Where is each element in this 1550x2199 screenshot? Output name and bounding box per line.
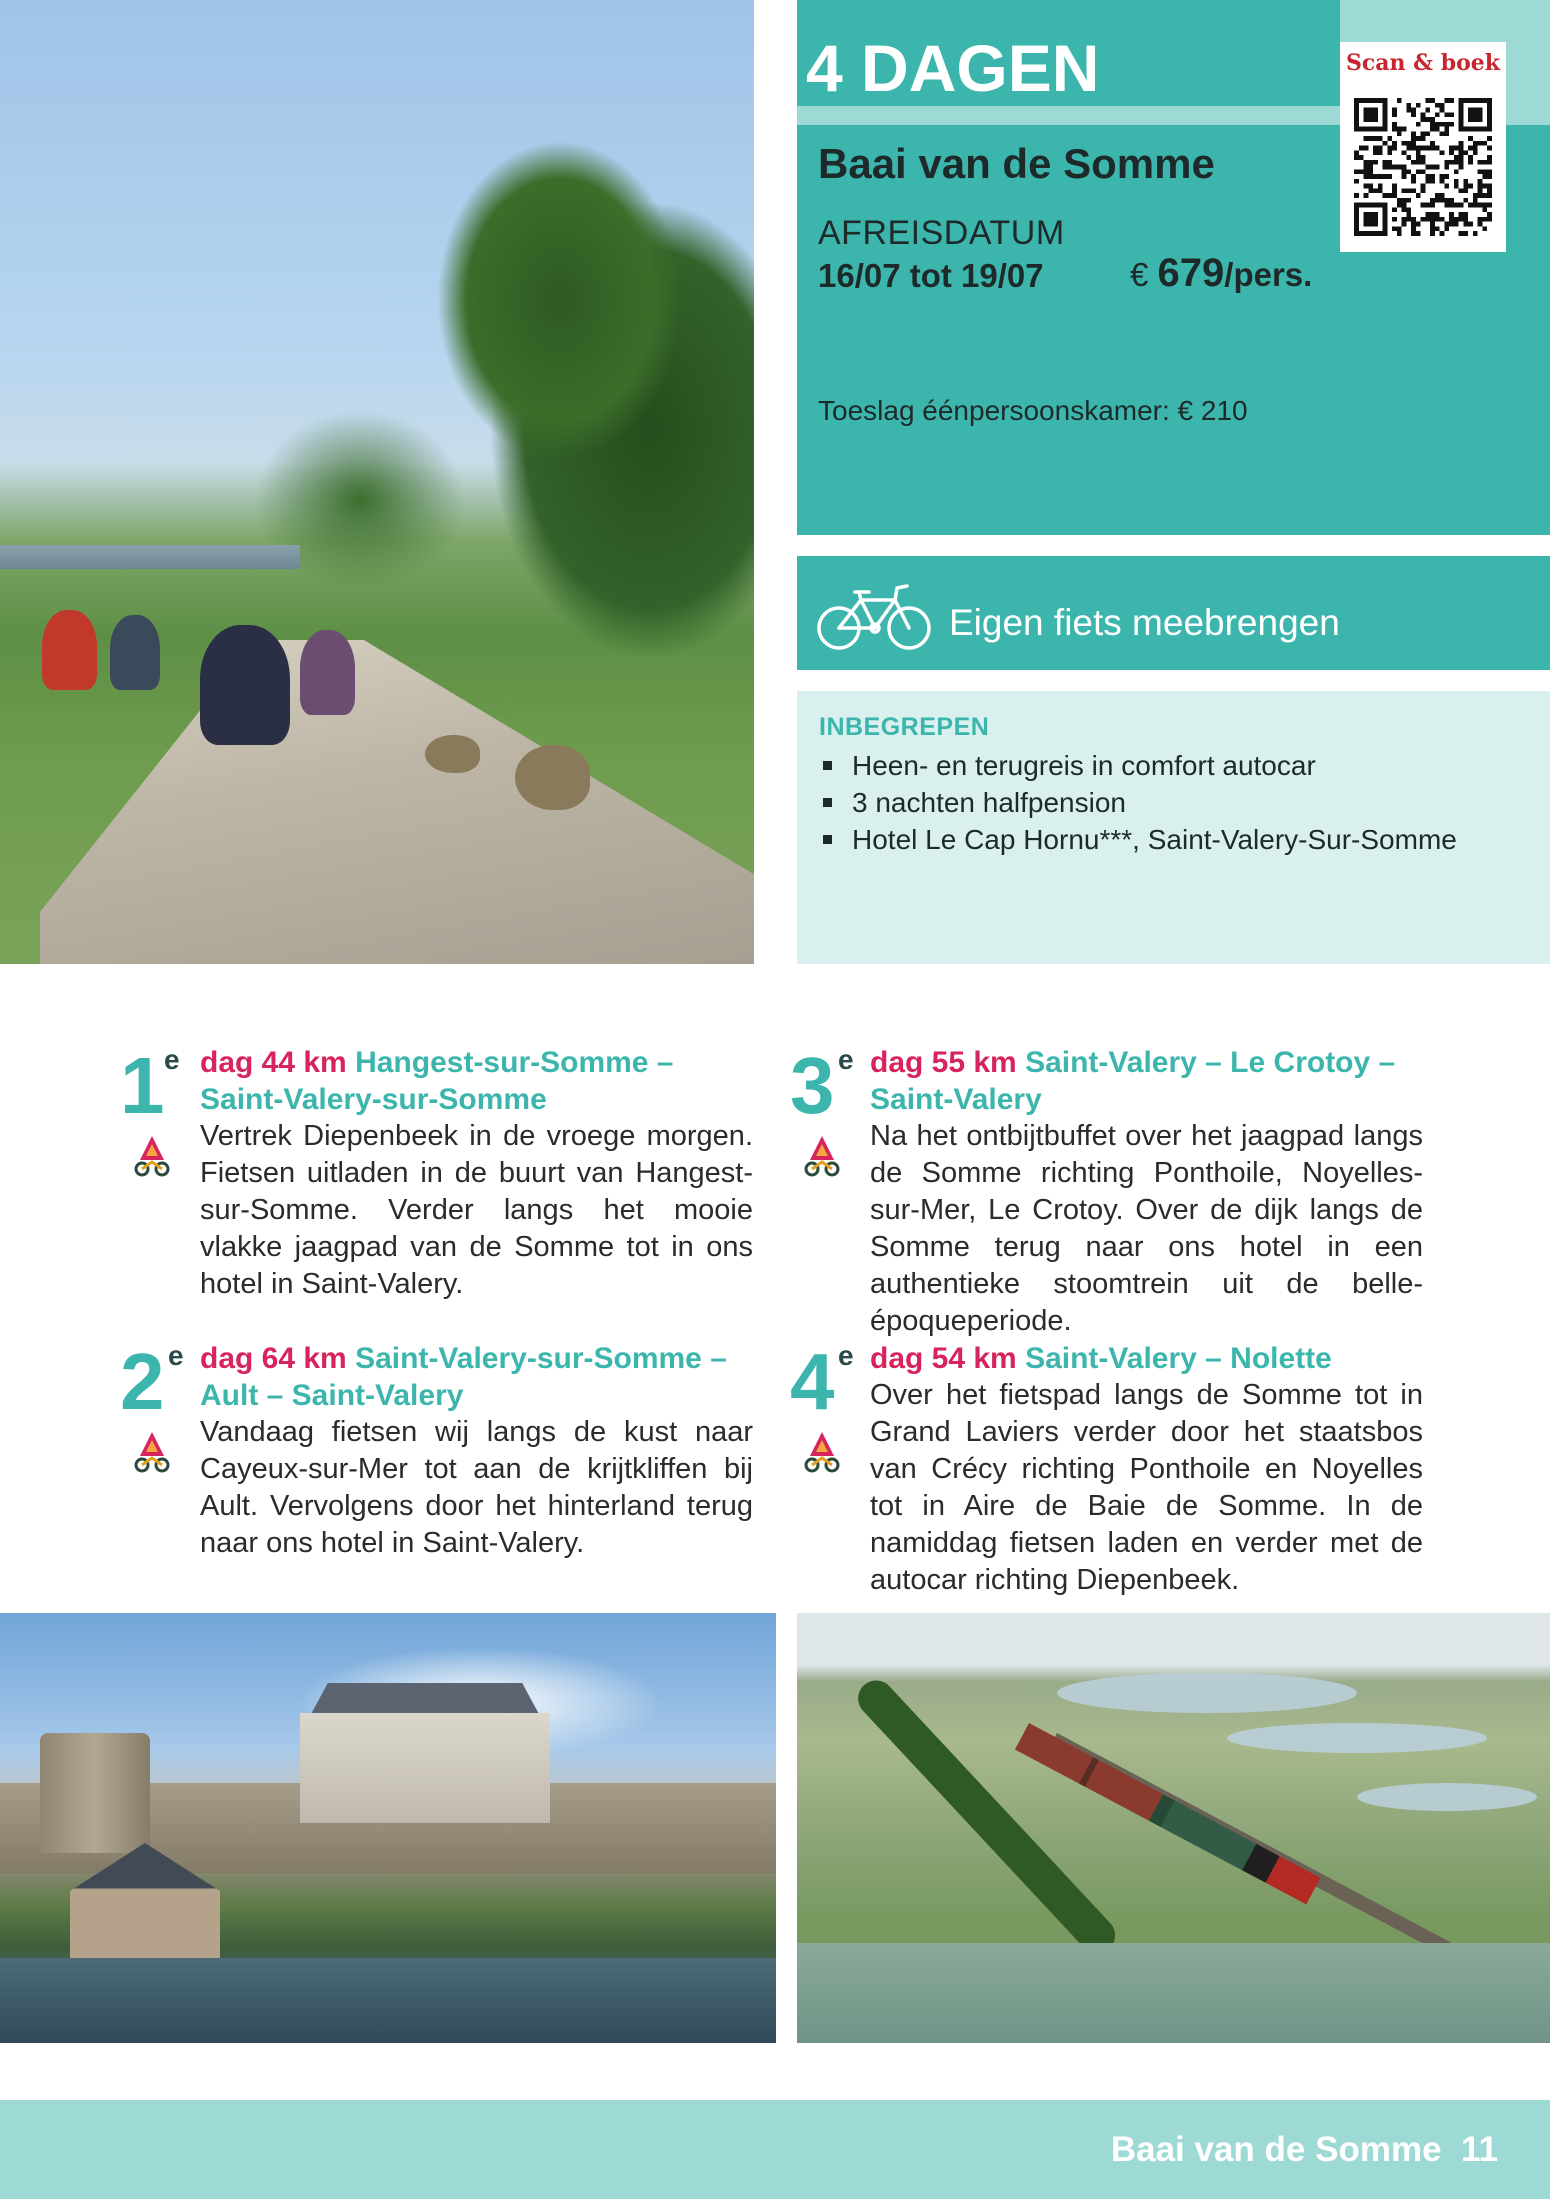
day-route-line1: Saint-Valery – Nolette xyxy=(1025,1342,1332,1375)
photo-rider xyxy=(42,610,97,690)
qr-modules xyxy=(1354,98,1492,236)
day-distance: dag 44 km xyxy=(200,1046,347,1079)
trip-title: Baai van de Somme xyxy=(818,140,1215,187)
day-number: 2 xyxy=(120,1337,165,1426)
day-number-suffix: e xyxy=(168,1340,184,1371)
days-label: 4 DAGEN xyxy=(806,31,1100,105)
departure-label: AFREISDATUM xyxy=(818,214,1065,252)
included-item-text: 3 nachten halfpension xyxy=(852,787,1126,818)
day-description: Vertrek Diepenbeek in de vroege morgen. Fietsen uitladen in de buurt van Hangest-sur-Somme. Verder langs het mooie vlakke jaagpad van de Somme tot in ons hotel in Saint-Valery. xyxy=(200,1120,753,1300)
price-value: 679 xyxy=(1157,251,1225,295)
day-route-line1: Hangest-sur-Somme – xyxy=(355,1046,674,1079)
photo-rider xyxy=(300,630,355,715)
photo-castle xyxy=(0,1613,776,2043)
included-box xyxy=(797,691,1550,964)
day-route-line1: Saint-Valery – Le Crotoy – xyxy=(1025,1046,1396,1079)
day-heading xyxy=(200,1340,760,1414)
footer-section-title: Baai van de Somme xyxy=(1110,2130,1442,2169)
day-number-suffix: e xyxy=(838,1340,854,1371)
day-distance: dag 55 km xyxy=(870,1046,1017,1079)
day-distance: dag 64 km xyxy=(200,1342,347,1375)
day-number: 3 xyxy=(790,1041,835,1130)
day-heading xyxy=(870,1044,1430,1118)
day-number: 1 xyxy=(120,1041,165,1130)
single-supplement: Toeslag éénpersoonskamer: € 210 xyxy=(818,395,1248,426)
day-number-suffix: e xyxy=(164,1044,180,1075)
photo-pool xyxy=(1057,1673,1357,1713)
day-heading xyxy=(200,1044,760,1118)
photo-cyclists xyxy=(0,0,754,964)
cycling-route-icon xyxy=(134,1134,170,1178)
day-route-line2: Saint-Valery xyxy=(870,1083,1042,1116)
day-number-suffix: e xyxy=(838,1044,854,1075)
photo-chateau xyxy=(300,1713,550,1823)
included-item-text: Heen- en terugreis in comfort autocar xyxy=(852,750,1316,781)
photo-river xyxy=(0,1958,776,2043)
bullet-square-icon xyxy=(823,761,832,770)
price-currency: € xyxy=(1130,256,1149,293)
bicycle-icon xyxy=(815,578,933,652)
bullet-square-icon xyxy=(823,835,832,844)
photo-rock xyxy=(425,735,480,773)
cycling-route-icon xyxy=(134,1430,170,1474)
included-heading: INBEGREPEN xyxy=(819,713,990,741)
photo-tower xyxy=(40,1733,150,1853)
day-description: Over het fietspad langs de Somme tot in Grand Laviers verder door het staatsbos van Crécy richting Ponthoile en Noyelles tot in Aire de Baie de Somme. In de namiddag fietsen laden en verder met de autocar richting Diepenbeek. xyxy=(870,1379,1423,1596)
qr-box[interactable] xyxy=(1340,42,1506,252)
price xyxy=(1130,251,1312,296)
photo-pool xyxy=(1227,1723,1487,1753)
day-distance: dag 54 km xyxy=(870,1342,1017,1375)
day-description: Vandaag fietsen wij langs de kust naar Cayeux-sur-Mer tot aan de krijtkliffen bij Ault. Vervolgens door het hinterland terug naar ons hotel in Saint-Valery. xyxy=(200,1416,753,1559)
day-description: Na het ontbijtbuffet over het jaagpad langs de Somme richting Ponthoile, Noyelles-sur-Mer, Le Crotoy. Over de dijk langs de Somme terug naar ons hotel in een authentieke stoomtrein uit de belle-époqueperiode. xyxy=(870,1120,1423,1337)
photo-rider xyxy=(110,615,160,690)
page-number: 11 xyxy=(1461,2130,1498,2169)
included-item-text: Hotel Le Cap Hornu***, Saint-Valery-Sur-Somme xyxy=(852,824,1457,855)
footer-text xyxy=(1111,2130,1498,2170)
qr-code-icon[interactable] xyxy=(1354,98,1492,236)
footer-bar xyxy=(0,2100,1550,2199)
photo-water xyxy=(797,1943,1550,2043)
included-list xyxy=(819,747,1457,858)
departure-dates: 16/07 tot 19/07 xyxy=(818,257,1044,294)
day-number: 4 xyxy=(790,1337,835,1426)
cycling-route-icon xyxy=(804,1430,840,1474)
bike-bar xyxy=(797,556,1550,670)
included-item xyxy=(819,784,1457,821)
day-route-line1: Saint-Valery-sur-Somme – xyxy=(355,1342,727,1375)
photo-hedge xyxy=(851,1673,1123,1961)
day-route-line2: Ault – Saint-Valery xyxy=(200,1379,464,1412)
photo-bridge xyxy=(0,545,300,569)
photo-steam-train xyxy=(797,1613,1550,2043)
included-item xyxy=(819,821,1457,858)
photo-pool xyxy=(1357,1783,1537,1811)
qr-label: Scan & boek xyxy=(1345,50,1500,76)
price-unit: /pers. xyxy=(1224,256,1313,293)
day-heading xyxy=(870,1340,1430,1377)
bullet-square-icon xyxy=(823,798,832,807)
bike-label: Eigen fiets meebrengen xyxy=(949,602,1340,643)
day-route-line2: Saint-Valery-sur-Somme xyxy=(200,1083,547,1116)
cycling-route-icon xyxy=(804,1134,840,1178)
photo-rock xyxy=(515,745,590,810)
photo-rider xyxy=(200,625,290,745)
included-item xyxy=(819,747,1457,784)
